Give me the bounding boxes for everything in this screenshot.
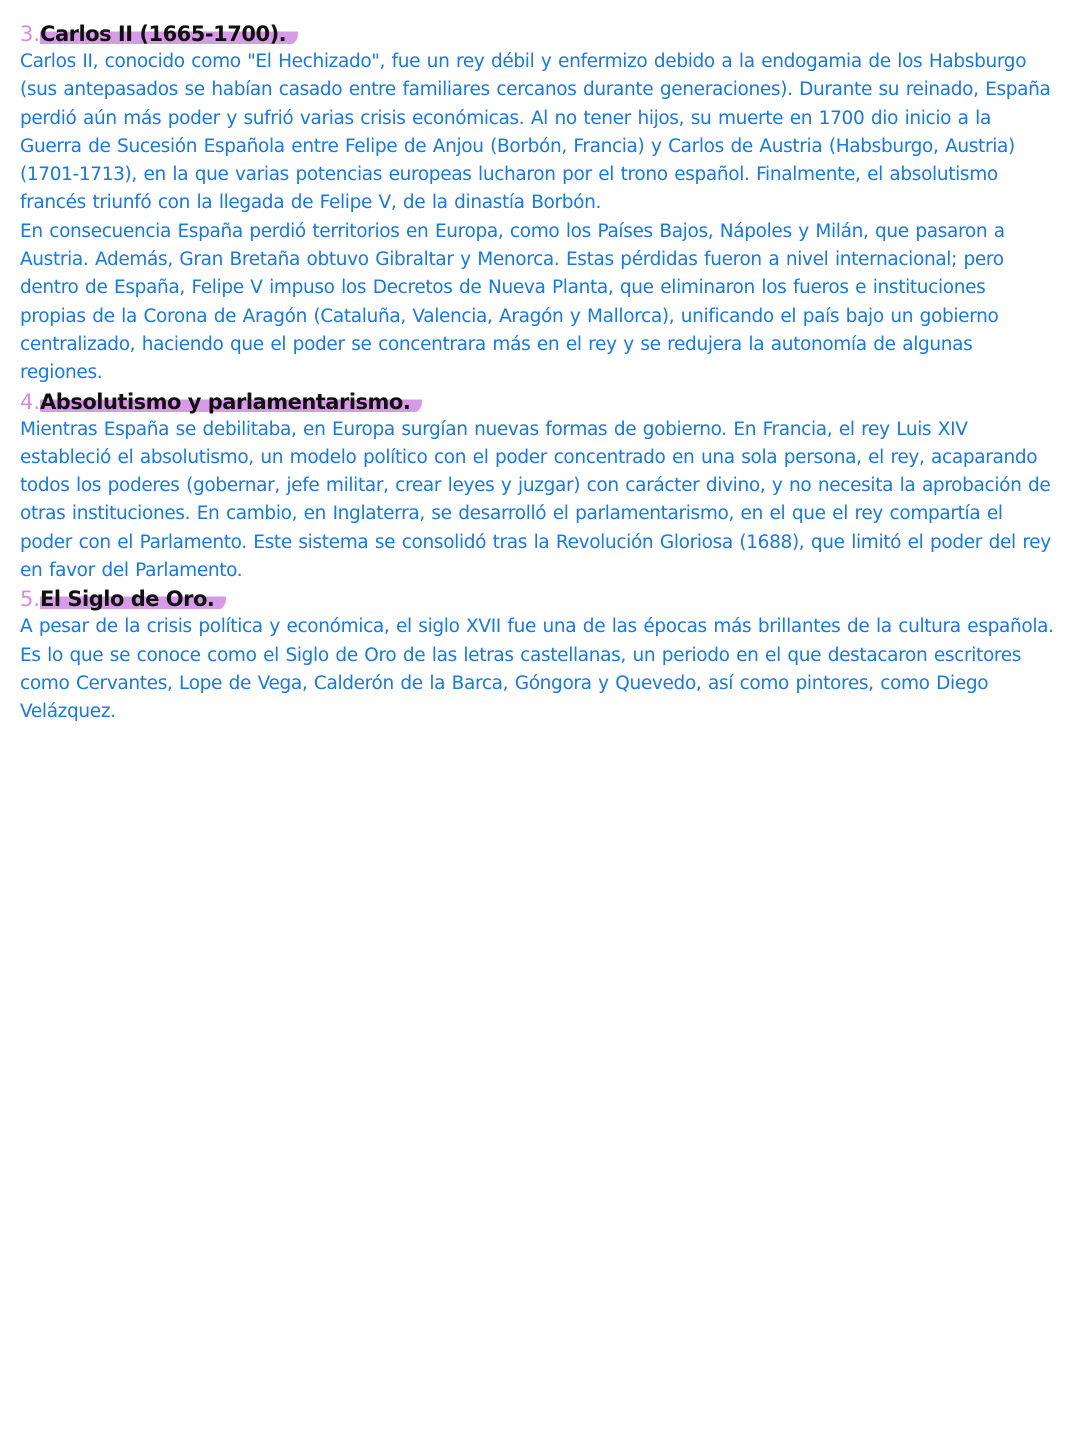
section-title: Absolutismo y parlamentarismo.	[40, 390, 422, 414]
section-heading	[20, 20, 1055, 48]
section-number: 4.	[20, 389, 41, 414]
section-siglo-de-oro	[20, 585, 1055, 726]
section-title: Carlos II (1665-1700).	[40, 22, 298, 46]
section-number: 5.	[20, 587, 41, 612]
paragraph: Carlos II, conocido como "El Hechizado", fue un rey débil y enfermizo debido a la endogamia de los Habsburgo (sus antepasados se habían casado entre familiares cercanos durante generaciones). Durante su reinado, España perdió aún más poder y sufrió varias crisis económicas. Al no tener hijos, su muerte en 1700 dio inicio a la Guerra de Sucesión Española entre Felipe de Anjou (Borbón, Francia) y Carlos de Austria (Habsburgo, Austria) (1701-1713), en la que varias potencias europeas lucharon por el trono español. Finalmente, el absolutismo francés triunfó con la llegada de Felipe V, de la dinastía Borbón.	[20, 51, 1051, 214]
paragraph: A pesar de la crisis política y económica, el siglo XVII fue una de las épocas más brillantes de la cultura española. Es lo que se conoce como el Siglo de Oro de las letras castellanas, un periodo en el que destacaron escritores como Cervantes, Lope de Vega, Calderón de la Barca, Góngora y Quevedo, así como pintores, como Diego Velázquez.	[20, 616, 1054, 723]
notes-page	[20, 20, 1055, 727]
section-absolutismo-parlamentarismo	[20, 388, 1055, 586]
section-heading	[20, 585, 1055, 613]
section-carlos-ii	[20, 20, 1055, 388]
paragraph: En consecuencia España perdió territorios en Europa, como los Países Bajos, Nápoles y Milán, que pasaron a Austria. Además, Gran Bretaña obtuvo Gibraltar y Menorca. Estas pérdidas fueron a nivel internacional; pero dentro de España, Felipe V impuso los Decretos de Nueva Planta, que eliminaron los fueros e instituciones propias de la Corona de Aragón (Cataluña, Valencia, Aragón y Mallorca), unificando el país bajo un gobierno centralizado, haciendo que el poder se concentrara más en el rey y se redujera la autonomía de algunas regiones.	[20, 220, 1005, 384]
section-number: 3.	[20, 22, 41, 46]
section-heading	[20, 388, 1055, 416]
paragraph: Mientras España se debilitaba, en Europa surgían nuevas formas de gobierno. En Francia, el rey Luis XIV estableció el absolutismo, un modelo político con el poder concentrado en una sola persona, el rey, acaparando todos los poderes (gobernar, jefe militar, crear leyes y juzgar) con carácter divino, y no necesita la aprobación de otras instituciones. En cambio, en Inglaterra, se desarrolló el parlamentarismo, en el que el rey compartía el poder con el Parlamento. Este sistema se consolidó tras la Revolución Gloriosa (1688), que limitó el poder del rey en favor del Parlamento.	[20, 418, 1051, 582]
section-title: El Siglo de Oro.	[40, 587, 226, 611]
